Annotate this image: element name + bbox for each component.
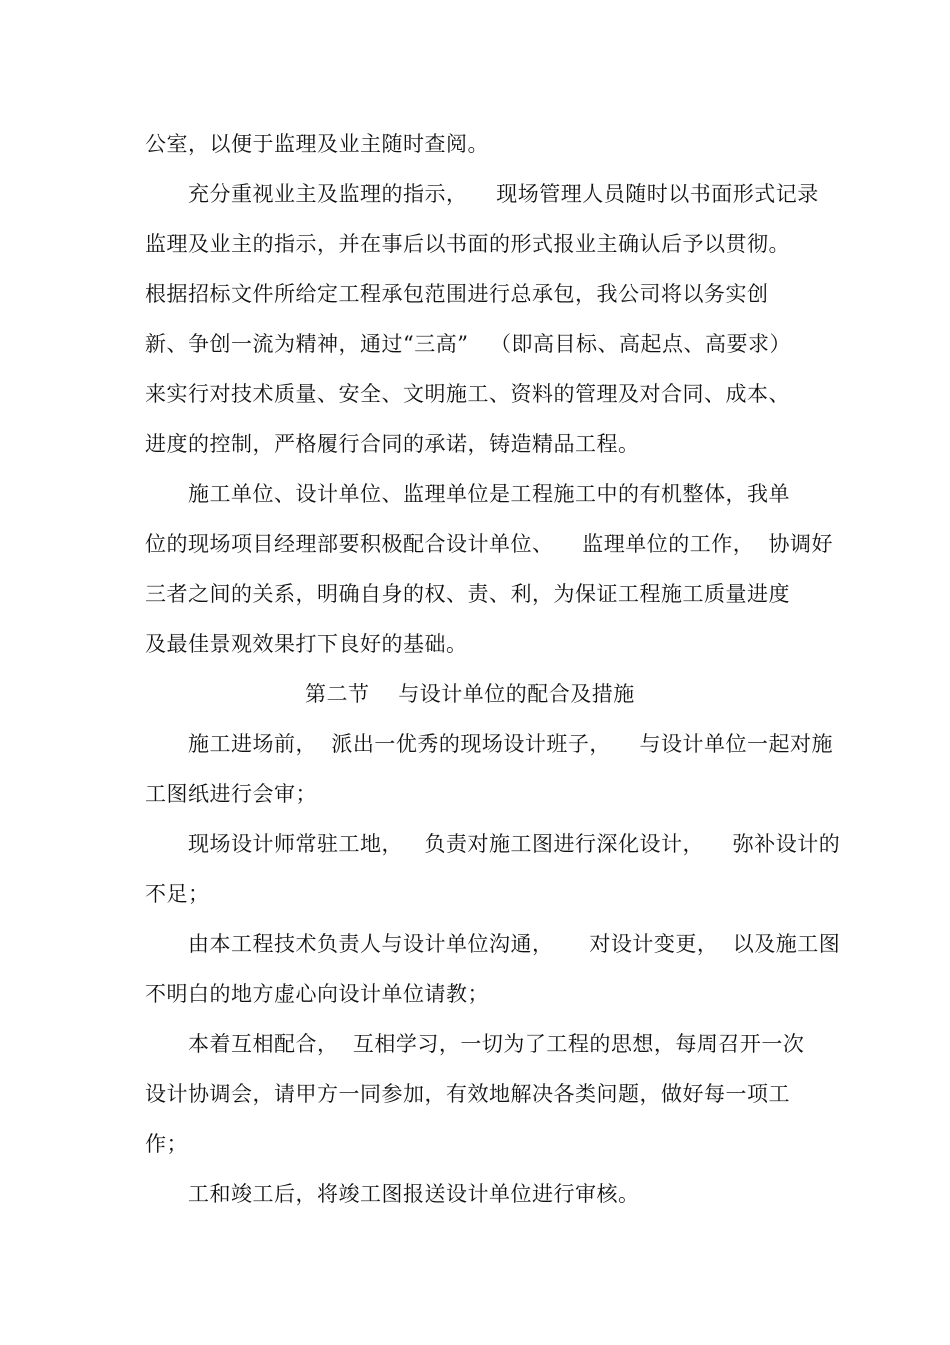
paragraph-line: 充分重视业主及监理的指示， 现场管理人员随时以书面形式记录 — [188, 182, 819, 206]
paragraph-line: 设计协调会，请甲方一同参加，有效地解决各类问题，做好每一项工 — [145, 1082, 790, 1106]
paragraph-line: 不明白的地方虚心向设计单位请教； — [145, 982, 489, 1006]
paragraph-line: 新、争创一流为精神，通过“三高” （即高目标、高起点、高要求） — [145, 332, 791, 356]
paragraph-line: 现场设计师常驻工地， 负责对施工图进行深化设计， 弥补设计的 — [188, 832, 841, 856]
paragraph-line: 工图纸进行会审； — [145, 782, 317, 806]
paragraph-line: 监理及业主的指示，并在事后以书面的形式报业主确认后予以贯彻。 — [145, 232, 790, 256]
paragraph-line: 根据招标文件所给定工程承包范围进行总承包，我公司将以务实创 — [145, 282, 769, 306]
paragraph-line: 工和竣工后，将竣工图报送设计单位进行审核。 — [188, 1182, 640, 1206]
paragraph-line: 来实行对技术质量、安全、文明施工、资料的管理及对合同、成本、 — [145, 382, 790, 406]
paragraph-line: 位的现场项目经理部要积极配合设计单位、 监理单位的工作， 协调好 — [145, 532, 834, 556]
paragraph-line: 进度的控制，严格履行合同的承诺，铸造精品工程。 — [145, 432, 640, 456]
paragraph-line: 公室，以便于监理及业主随时查阅。 — [145, 132, 489, 156]
paragraph-line: 三者之间的关系，明确自身的权、责、利，为保证工程施工质量进度 — [145, 582, 790, 606]
paragraph-line: 施工单位、设计单位、监理单位是工程施工中的有机整体，我单 — [188, 482, 790, 506]
paragraph-line: 由本工程技术负责人与设计单位沟通， 对设计变更， 以及施工图 — [188, 932, 841, 956]
paragraph-line: 施工进场前， 派出一优秀的现场设计班子， 与设计单位一起对施 — [188, 732, 834, 756]
paragraph-line: 作； — [145, 1132, 188, 1156]
paragraph-line: 及最佳景观效果打下良好的基础。 — [145, 632, 468, 656]
paragraph-line: 本着互相配合， 互相学习，一切为了工程的思想，每周召开一次 — [188, 1032, 805, 1056]
section-heading: 第二节 与设计单位的配合及措施 — [305, 682, 635, 706]
paragraph-line: 不足； — [145, 882, 210, 906]
